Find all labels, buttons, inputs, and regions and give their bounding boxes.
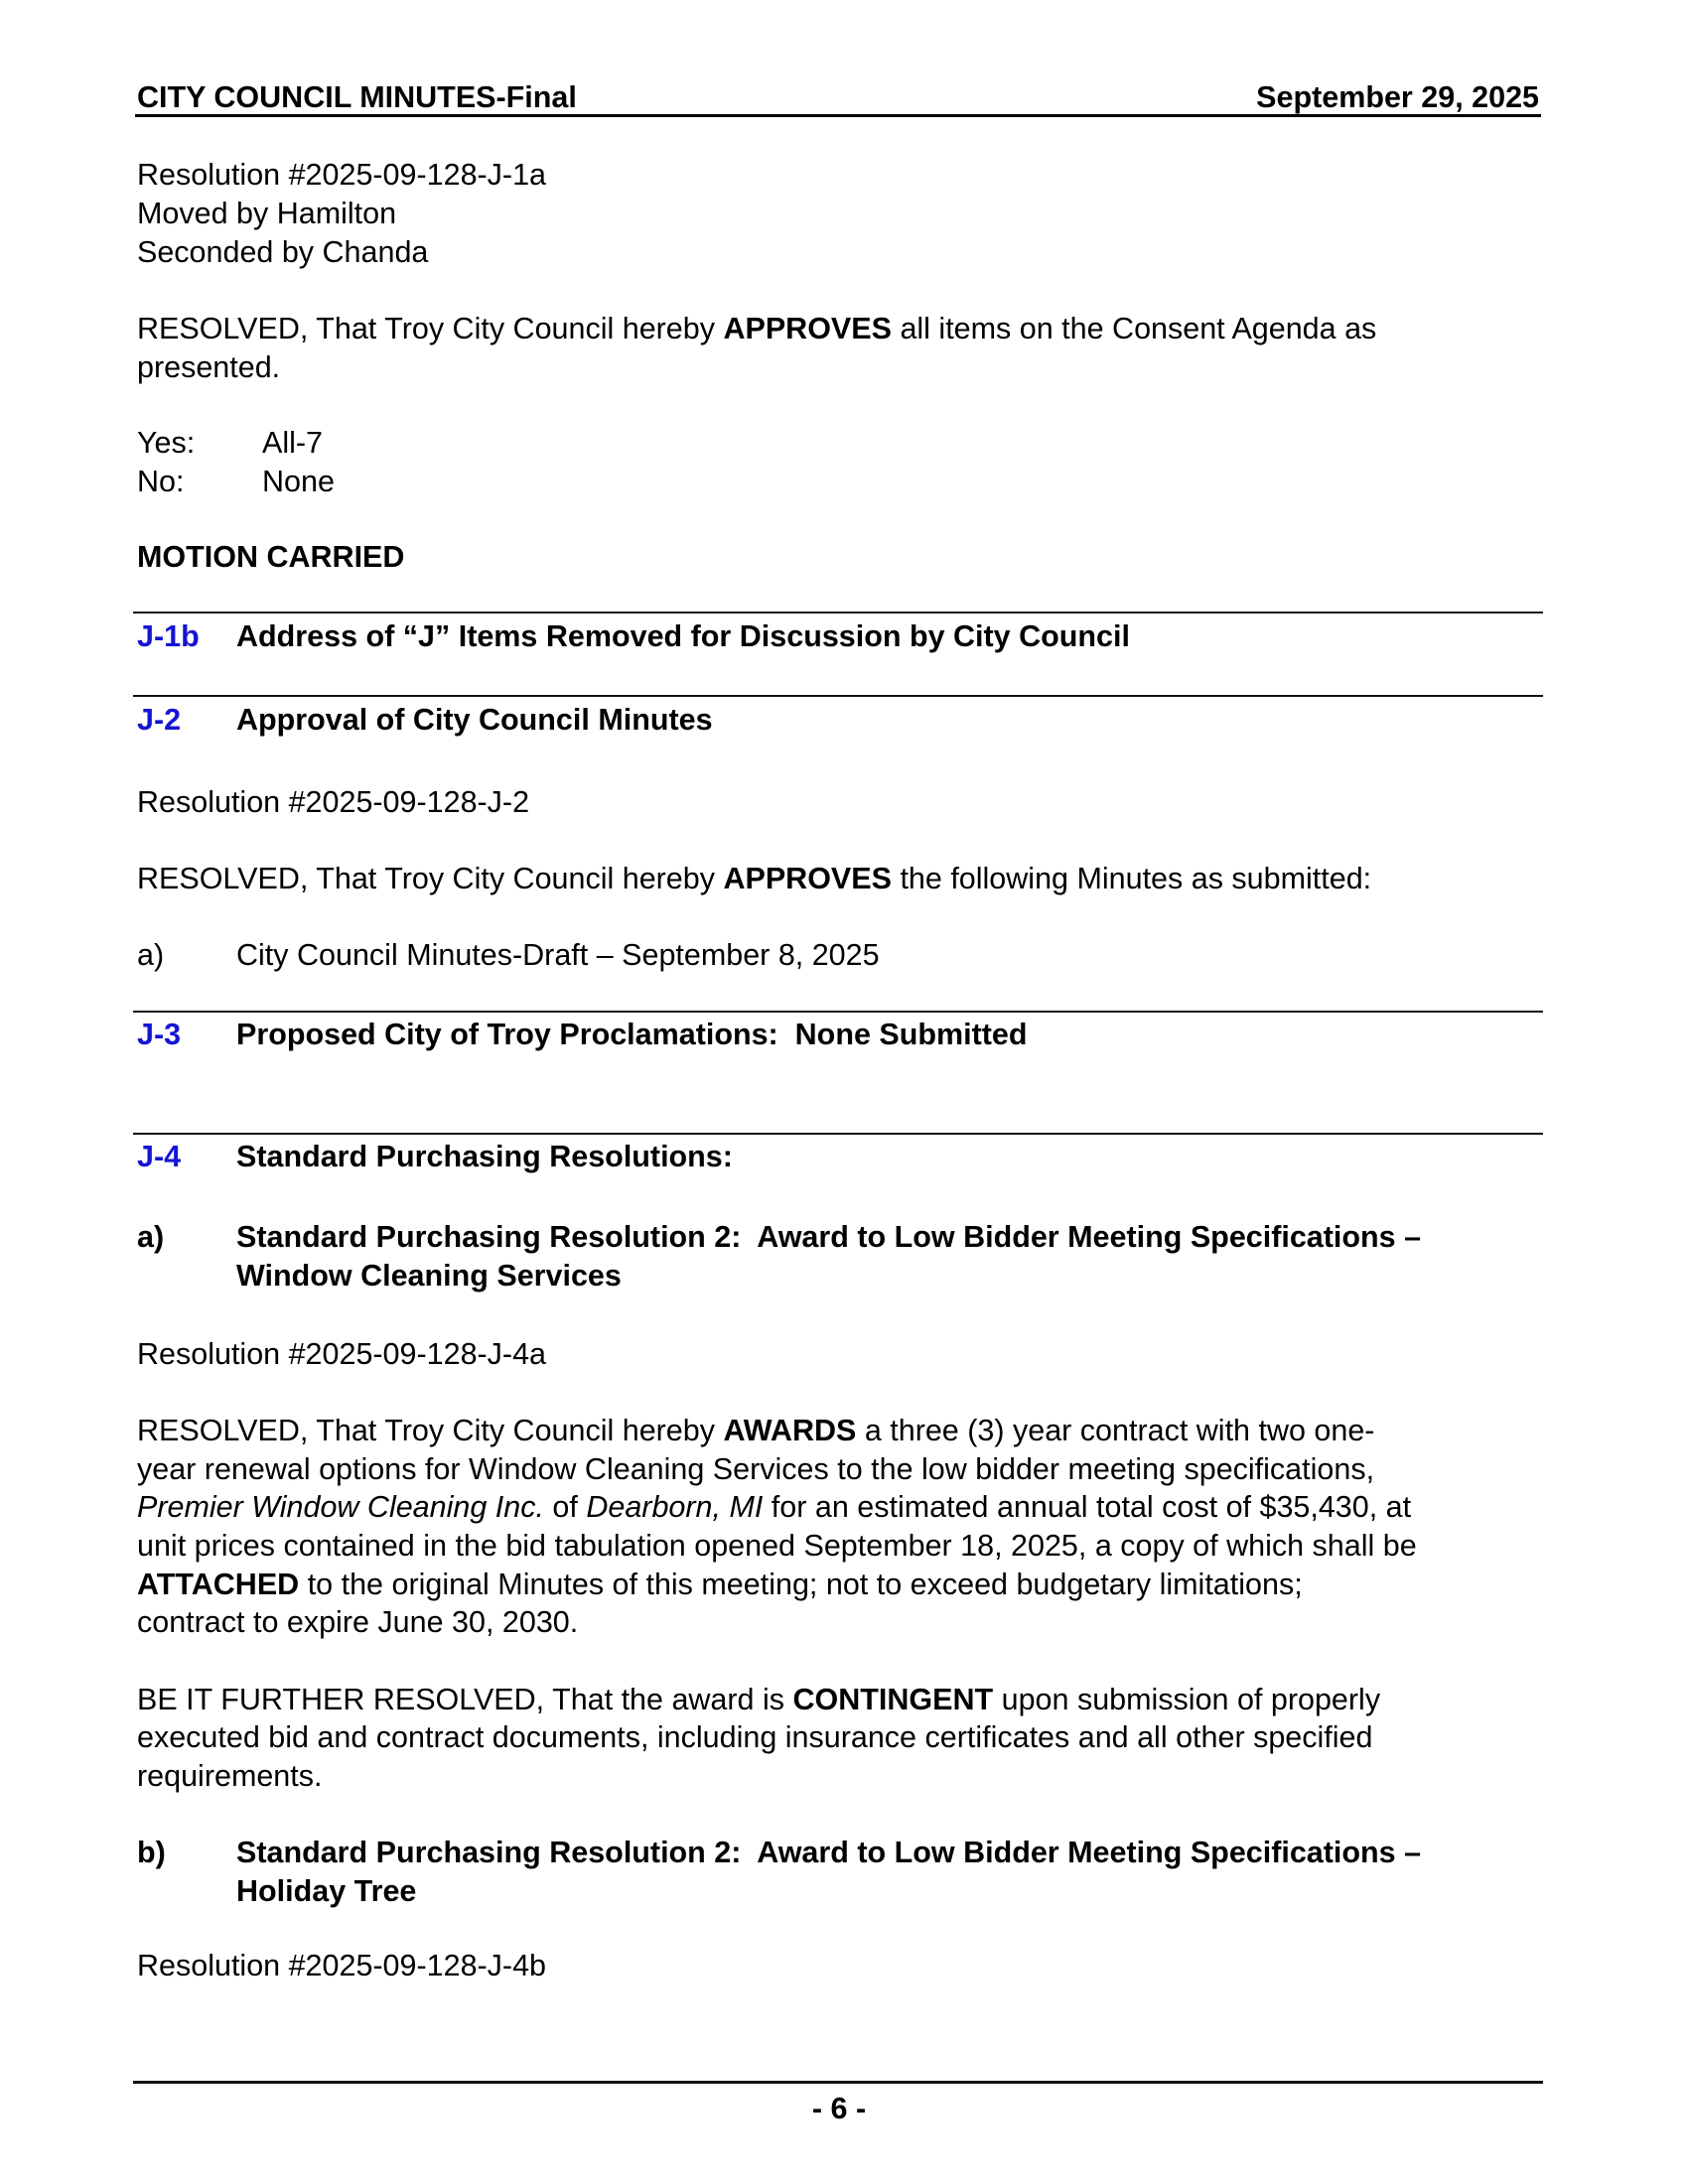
resolved-text-part: of — [543, 1490, 587, 1524]
resolved-text-cont: unit prices contained in the bid tabulation opened September 18, 2025, a copy of which shall be — [137, 1529, 1417, 1563]
resolved-keyword: APPROVES — [723, 312, 892, 345]
list-item: City Council Minutes-Draft – September 8, 2025 — [236, 938, 880, 972]
resolved-text-cont: presented. — [137, 350, 281, 384]
vote-no-value: None — [262, 465, 335, 498]
resolved-keyword: AWARDS — [723, 1414, 857, 1447]
vendor-name: Premier Window Cleaning Inc. — [137, 1490, 544, 1524]
resolution-number: Resolution #2025-09-128-J-2 — [137, 785, 530, 819]
resolved-text-part: the following Minutes as submitted: — [891, 862, 1372, 895]
resolved-text-part: RESOLVED, That Troy City Council hereby — [137, 1414, 724, 1447]
resolved-text-part: all items on the Consent Agenda as — [891, 312, 1377, 345]
resolved-text-part: BE IT FURTHER RESOLVED, That the award is — [137, 1683, 793, 1716]
resolved-keyword: CONTINGENT — [792, 1683, 994, 1716]
subitem-title-a-cont: Window Cleaning Services — [236, 1259, 622, 1293]
list-marker: a) — [137, 938, 165, 972]
moved-by: Moved by Hamilton — [137, 197, 397, 230]
motion-outcome: MOTION CARRIED — [137, 540, 405, 574]
resolution-number: Resolution #2025-09-128-J-4a — [137, 1337, 547, 1371]
further-resolved-text-cont: executed bid and contract documents, including insurance certificates and all other specified — [137, 1720, 1373, 1754]
page-number: - 6 - — [811, 2092, 867, 2125]
item-code-j1b: J-1b — [137, 619, 200, 653]
header-rule — [135, 114, 1541, 117]
resolved-text-part: RESOLVED, That Troy City Council hereby — [137, 862, 724, 895]
resolved-text-part: a three (3) year contract with two one- — [856, 1414, 1375, 1447]
item-title-j2: Approval of City Council Minutes — [236, 703, 713, 737]
item-title-j4: Standard Purchasing Resolutions: — [236, 1140, 733, 1173]
subitem-title-a: Standard Purchasing Resolution 2: Award to Low Bidder Meeting Specifications – — [236, 1220, 1422, 1254]
resolved-text — [137, 1413, 1374, 1448]
subitem-marker-b: b) — [137, 1836, 166, 1869]
document-title: CITY COUNCIL MINUTES-Final — [137, 80, 577, 114]
resolved-text-part: to the original Minutes of this meeting; not to exceed budgetary limitations; — [299, 1568, 1303, 1601]
section-rule — [133, 1133, 1543, 1135]
item-code-j3: J-3 — [137, 1018, 182, 1051]
footer-rule — [133, 2081, 1543, 2084]
vote-no-label: No: — [137, 465, 185, 498]
resolved-text — [137, 311, 1376, 346]
seconded-by: Seconded by Chanda — [137, 235, 429, 269]
meeting-date: September 29, 2025 — [1256, 80, 1539, 114]
subitem-title-b-cont: Holiday Tree — [236, 1874, 417, 1908]
resolution-number: Resolution #2025-09-128-J-4b — [137, 1949, 547, 1982]
resolved-keyword: APPROVES — [723, 862, 892, 895]
further-resolved-text-cont: requirements. — [137, 1759, 323, 1793]
vendor-location: Dearborn, MI — [586, 1490, 764, 1524]
resolved-text-cont — [137, 1489, 1411, 1525]
resolved-text-cont: year renewal options for Window Cleaning Services to the low bidder meeting specifications, — [137, 1452, 1375, 1486]
resolved-text-cont: contract to expire June 30, 2030. — [137, 1605, 579, 1639]
resolved-text-part: RESOLVED, That Troy City Council hereby — [137, 312, 724, 345]
item-code-j2: J-2 — [137, 703, 182, 737]
resolved-text-cont — [137, 1567, 1303, 1602]
resolved-keyword: ATTACHED — [137, 1568, 300, 1601]
resolved-text-part: for an estimated annual total cost of $35,430, at — [763, 1490, 1412, 1524]
item-title-j1b: Address of “J” Items Removed for Discussion by City Council — [236, 619, 1130, 653]
resolved-text-part: upon submission of properly — [993, 1683, 1381, 1716]
resolved-text — [137, 861, 1371, 896]
subitem-title-b: Standard Purchasing Resolution 2: Award to Low Bidder Meeting Specifications – — [236, 1836, 1422, 1869]
further-resolved-text — [137, 1682, 1380, 1717]
section-rule — [133, 1011, 1543, 1013]
vote-yes-label: Yes: — [137, 426, 196, 460]
item-code-j4: J-4 — [137, 1140, 182, 1173]
section-rule — [133, 612, 1543, 614]
item-title-j3: Proposed City of Troy Proclamations: None Submitted — [236, 1018, 1028, 1051]
section-rule — [133, 695, 1543, 697]
vote-yes-value: All-7 — [262, 426, 324, 460]
subitem-marker-a: a) — [137, 1220, 165, 1254]
resolution-number: Resolution #2025-09-128-J-1a — [137, 158, 547, 192]
